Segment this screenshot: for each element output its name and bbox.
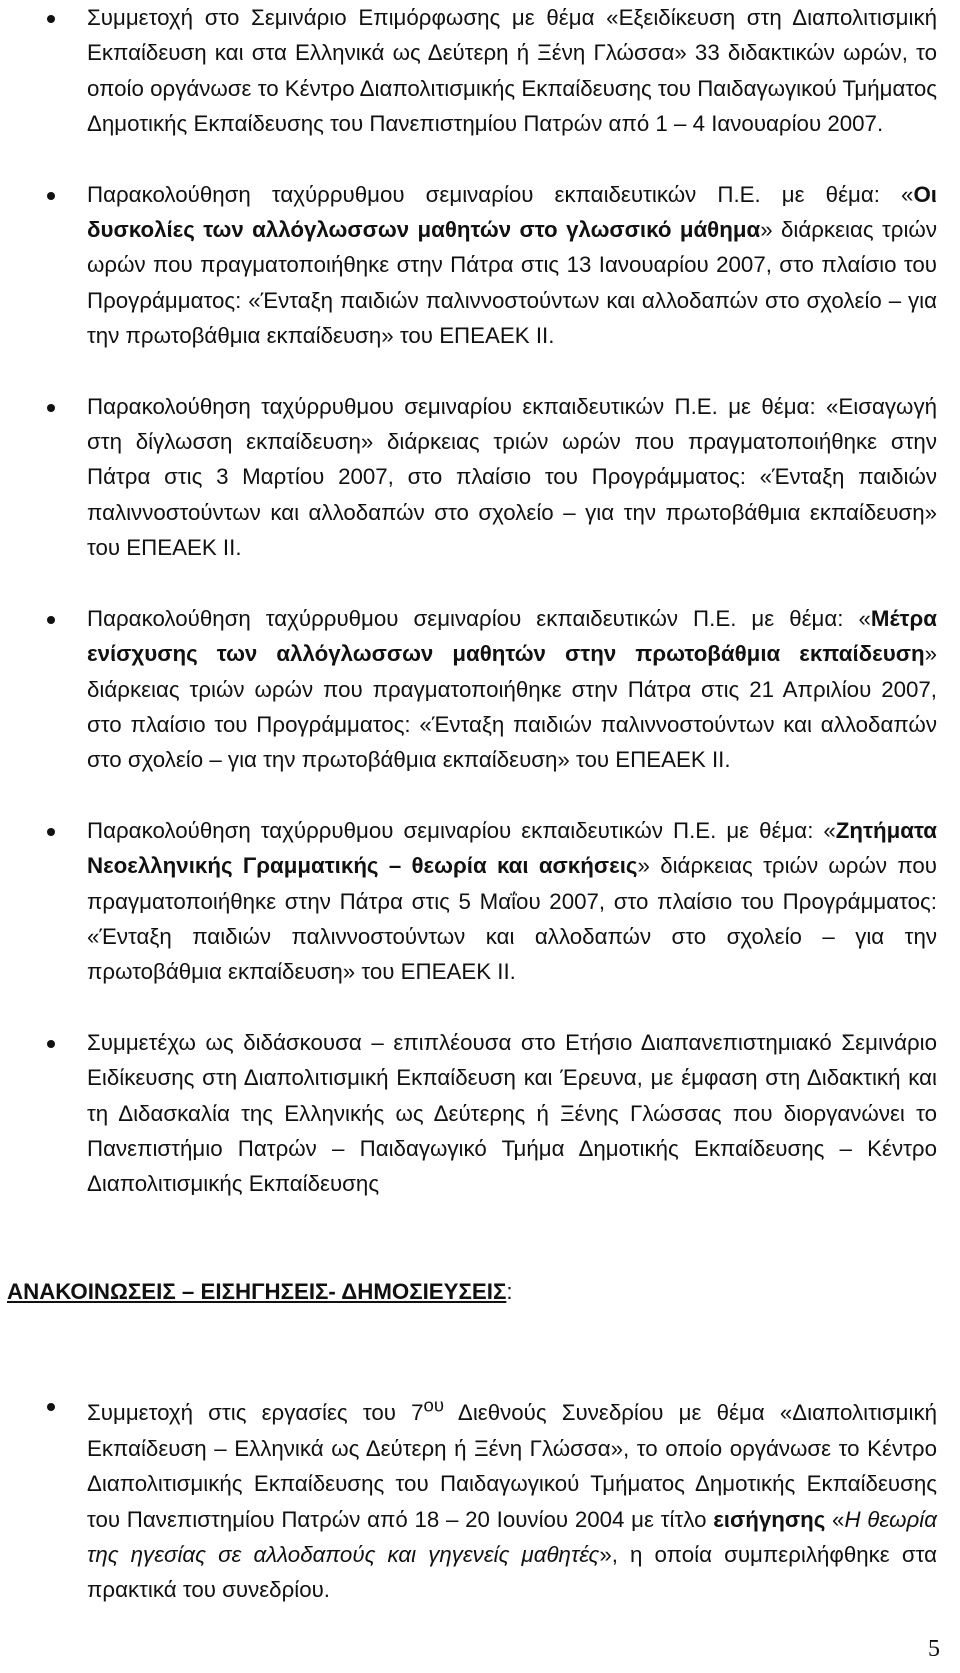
bullet-icon xyxy=(47,15,55,23)
bullet-icon xyxy=(47,1040,55,1048)
bold-term: εισήγησης xyxy=(713,1506,826,1532)
list-item xyxy=(0,813,960,990)
list-item xyxy=(0,601,960,778)
ordinal-superscript: ου xyxy=(423,1395,444,1416)
list-item xyxy=(0,389,960,566)
page-number: 5 xyxy=(928,1636,940,1662)
bold-title: Οι δυσκολίες των αλλόγλωσσων μαθητών στο γλωσσικό μάθημα xyxy=(87,181,937,243)
item-text: Συμμετοχή στο Σεμινάριο Επιμόρφωσης με θέμα «Εξειδίκευση στη Διαπολιτισμική Εκπαίδευση και στα Ελληνικά ως Δεύτερη ή Ξένη Γλώσσα» 33 διδακτικών ωρών, το οποίο οργάνωσε το Κέντρο Διαπολιτισμικής Εκπαίδευσης του Παιδαγωγικού Τμήματος Δημοτικής Εκπαίδευσης του Πανεπιστημίου Πατρών από 1 – 4 Ιανουαρίου 2007. xyxy=(87,5,937,137)
bold-title: Ζητήματα Νεοελληνικής Γραμματικής – θεωρία και ασκήσεις xyxy=(87,817,937,879)
section-heading xyxy=(7,1274,513,1309)
item-text: Παρακολούθηση ταχύρρυθμου σεμιναρίου εκπαιδευτικών Π.Ε. με θέμα: «Ζητήματα Νεοελληνικής Γραμματικής – θεωρία και ασκήσεις» διάρκειας τριών ωρών που πραγματοποιήθηκε στην Πάτρα στις 5 Μαΐου 2007, στο πλαίσιο του Προγράμματος: «Ένταξη παιδιών παλιννοστούντων και αλλοδαπών στο σχολείο – για την πρωτοβάθμια εκπαίδευση» του ΕΠΕΑΕΚ ΙΙ. xyxy=(87,817,937,985)
list-item xyxy=(0,1388,960,1608)
announcements-list xyxy=(0,1388,960,1643)
bullet-icon xyxy=(47,828,55,836)
section-heading-text: ΑΝΑΚΟΙΝΩΣΕΙΣ – ΕΙΣΗΓΗΣΕΙΣ- ΔΗΜΟΣΙΕΥΣΕΙΣ xyxy=(7,1279,507,1304)
item-text: Συμμετοχή στις εργασίες του $7^{o\upsilon}$ Διεθνούς Συνεδρίου με θέμα «Διαπολιτισμική Εκπαίδευση – Ελληνικά ως Δεύτερη ή Ξένη Γλώσσα», το οποίο οργάνωσε το Κέντρο Διαπολιτισμικής Εκπαίδευσης του Παιδαγωγικού Τμήματος Δημοτικής Εκπαίδευσης του Πανεπιστημίου Πατρών από 18 – 20 Ιουνίου 2004 με τίτλο εισήγησης «Η θεωρία της ηγεσίας σε αλλοδαπούς και γηγενείς μαθητές», η οποία συμπεριλήφθηκε στα πρακτικά του συνεδρίου. xyxy=(87,1395,937,1603)
list-item xyxy=(0,0,960,142)
section-heading-suffix: : xyxy=(506,1279,513,1304)
italic-title: Η θεωρία της ηγεσίας σε αλλοδαπούς και γηγενείς μαθητές xyxy=(87,1506,937,1568)
item-text: Παρακολούθηση ταχύρρυθμου σεμιναρίου εκπαιδευτικών Π.Ε. με θέμα: «Μέτρα ενίσχυσης των αλλόγλωσσων μαθητών στην πρωτοβάθμια εκπαίδευση» διάρκειας τριών ωρών που πραγματοποιήθηκε στην Πάτρα στις 21 Απριλίου 2007, στο πλαίσιο του Προγράμματος: «Ένταξη παιδιών παλιννοστούντων και αλλοδαπών στο σχολείο – για την πρωτοβάθμια εκπαίδευση» του ΕΠΕΑΕΚ ΙΙ. xyxy=(87,605,937,773)
bullet-icon xyxy=(47,616,55,624)
bullet-icon xyxy=(47,192,55,200)
list-item xyxy=(0,177,960,354)
bold-title: Μέτρα ενίσχυσης των αλλόγλωσσων μαθητών στην πρωτοβάθμια εκπαίδευση xyxy=(87,605,937,667)
item-text: Συμμετέχω ως διδάσκουσα – επιπλέουσα στο Ετήσιο Διαπανεπιστημιακό Σεμινάριο Ειδίκευσης στη Διαπολιτισμική Εκπαίδευση και Έρευνα, με έμφαση στη Διδακτική και τη Διδασκαλία της Ελληνικής ως Δεύτερης ή Ξένης Γλώσσας που διοργανώνει το Πανεπιστήμιο Πατρών – Παιδαγωγικό Τμήμα Δημοτικής Εκπαίδευσης – Κέντρο Διαπολιτισμικής Εκπαίδευσης xyxy=(87,1029,937,1197)
bullet-icon xyxy=(47,1403,55,1411)
item-text: Παρακολούθηση ταχύρρυθμου σεμιναρίου εκπαιδευτικών Π.Ε. με θέμα: «Εισαγωγή στη δίγλωσση εκπαίδευση» διάρκειας τριών ωρών που πραγματοποιήθηκε στην Πάτρα στις 3 Μαρτίου 2007, στο πλαίσιο του Προγράμματος: «Ένταξη παιδιών παλιννοστούντων και αλλοδαπών στο σχολείο – για την πρωτοβάθμια εκπαίδευση» του ΕΠΕΑΕΚ ΙΙ. xyxy=(87,393,937,561)
list-item xyxy=(0,1025,960,1202)
bullet-icon xyxy=(47,404,55,412)
item-text: Παρακολούθηση ταχύρρυθμου σεμιναρίου εκπαιδευτικών Π.Ε. με θέμα: «Οι δυσκολίες των αλλόγλωσσων μαθητών στο γλωσσικό μάθημα» διάρκειας τριών ωρών που πραγματοποιήθηκε στην Πάτρα στις 13 Ιανουαρίου 2007, στο πλαίσιο του Προγράμματος: «Ένταξη παιδιών παλιννοστούντων και αλλοδαπών στο σχολείο – για την πρωτοβάθμια εκπαίδευση» του ΕΠΕΑΕΚ ΙΙ. xyxy=(87,181,937,349)
